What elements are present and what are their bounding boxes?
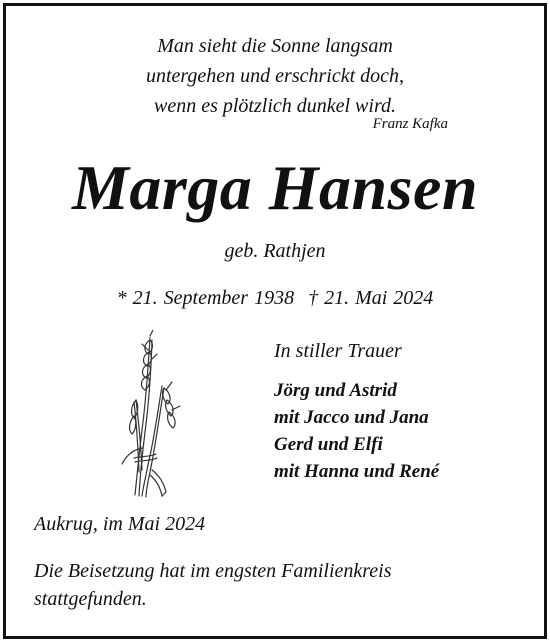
quote-line: Man sieht die Sonne langsam bbox=[157, 35, 393, 57]
quote-line: wenn es plötzlich dunkel wird. bbox=[153, 95, 396, 117]
burial-note bbox=[34, 557, 392, 613]
death-date: † 21. Mai 2024 bbox=[308, 287, 434, 309]
mourner-line: mit Jacco und Jana bbox=[274, 407, 429, 428]
mourner-line: mit Hanna und René bbox=[274, 461, 440, 482]
quote-block bbox=[0, 31, 550, 121]
burial-line: Die Beisetzung hat im engsten Familienkreis bbox=[34, 560, 392, 582]
birth-date: * 21. September 1938 bbox=[116, 287, 295, 309]
burial-line: stattgefunden. bbox=[34, 588, 147, 610]
wheat-icon bbox=[112, 330, 192, 500]
life-dates bbox=[0, 287, 550, 310]
quote-line: untergehen und erschrickt doch, bbox=[145, 65, 405, 87]
quote-author: Franz Kafka bbox=[372, 116, 448, 132]
deceased-name: Marga Hansen bbox=[71, 152, 479, 223]
mourners-list bbox=[274, 377, 439, 485]
mourner-line: Gerd und Elfi bbox=[274, 434, 383, 455]
mourning-heading: In stiller Trauer bbox=[274, 340, 402, 362]
place-date: Aukrug, im Mai 2024 bbox=[34, 513, 206, 535]
mourner-line: Jörg und Astrid bbox=[274, 380, 397, 401]
maiden-name: geb. Rathjen bbox=[224, 240, 326, 262]
